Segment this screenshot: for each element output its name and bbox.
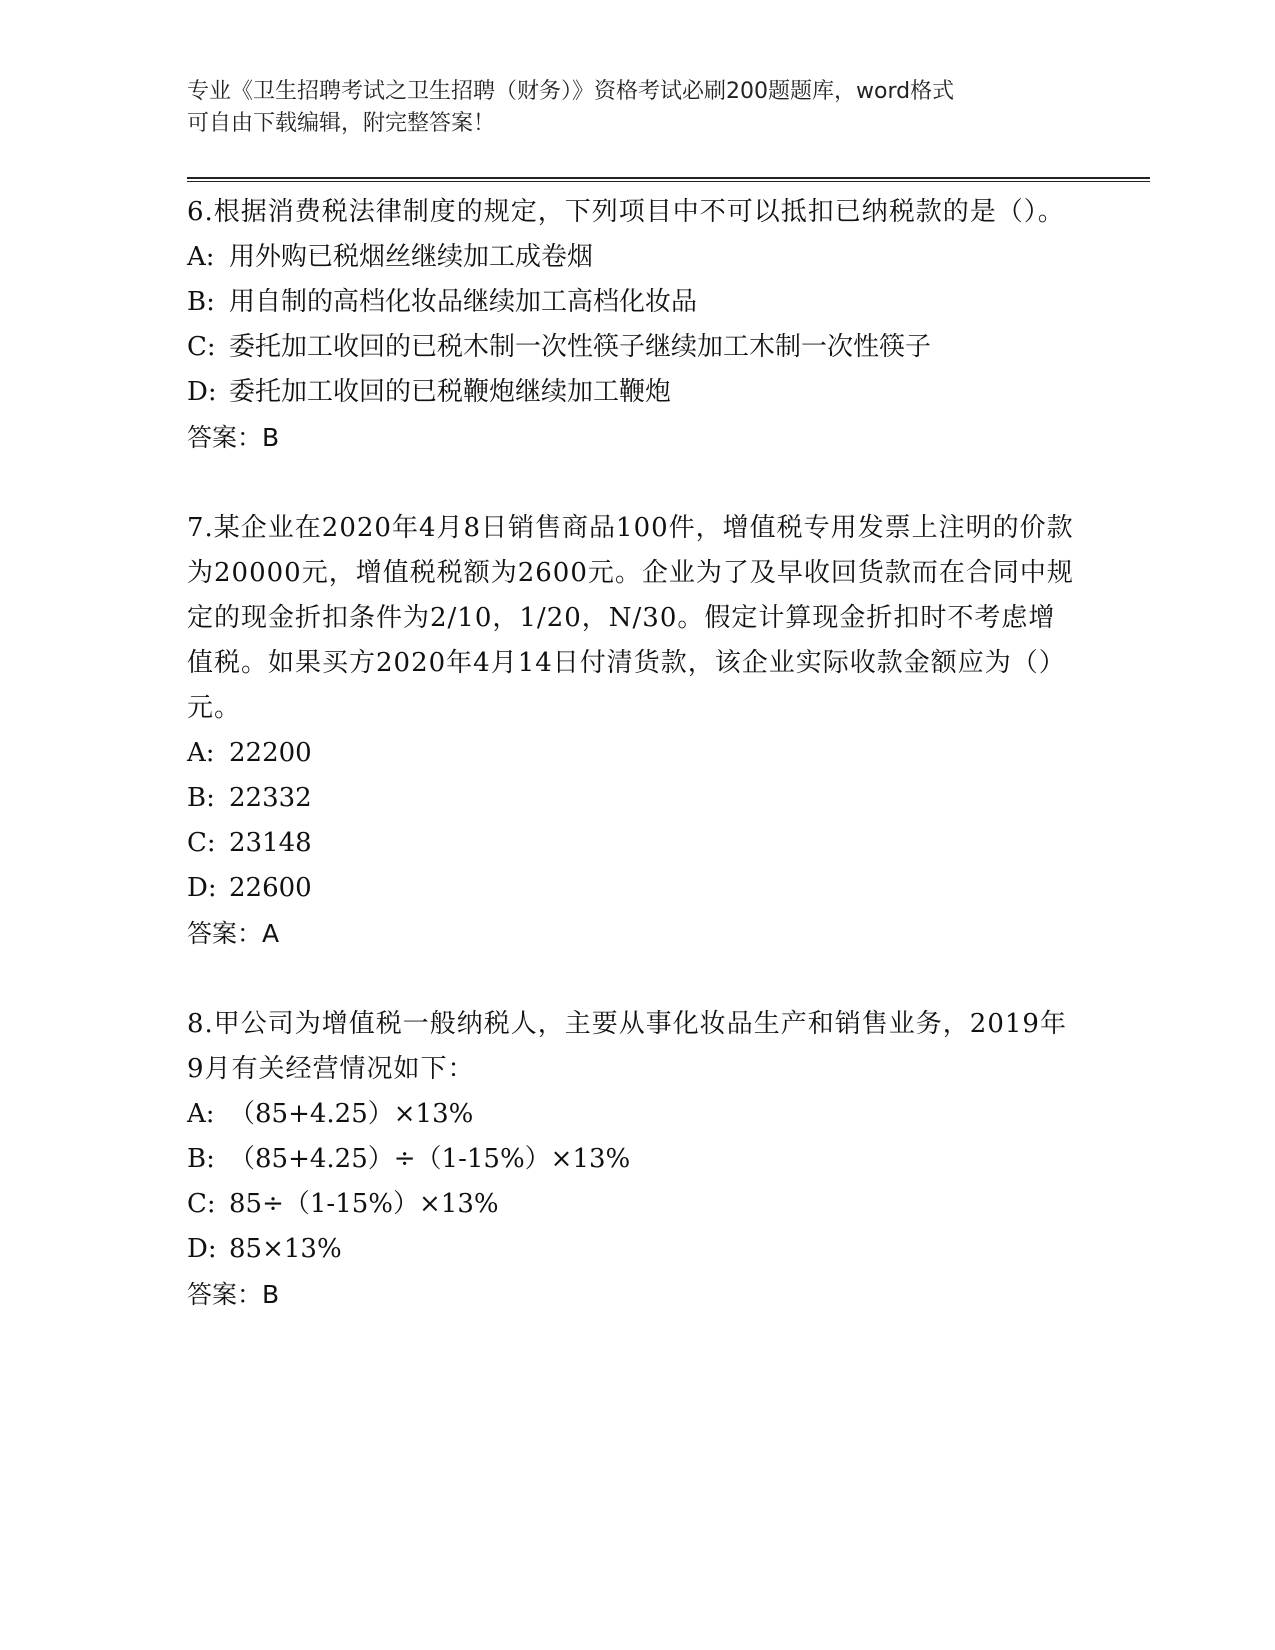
option-letter: C: bbox=[187, 828, 216, 858]
option-text: 委托加工收回的已税鞭炮继续加工鞭炮 bbox=[229, 377, 672, 407]
question-stem: 8.甲公司为增值税一般纳税人，主要从事化妆品生产和销售业务，2019年9月有关经营情况如下： bbox=[187, 1009, 1067, 1084]
option-a bbox=[187, 731, 1077, 776]
option-c bbox=[187, 325, 1077, 370]
question-7 bbox=[187, 506, 1077, 956]
question-stem: 7.某企业在2020年4月8日销售商品100件，增值税专用发票上注明的价款为20000元，增值税税额为2600元。企业为了及早收回货款而在合同中规定的现金折扣条件为2/10，1/20，N/30。假定计算现金折扣时不考虑增值税。如果买方2020年4月14日付清货款，该企业实际收款金额应为（）元。 bbox=[187, 513, 1074, 723]
option-letter: A: bbox=[187, 1099, 215, 1129]
header-divider-thick bbox=[187, 177, 1150, 179]
answer-line: 答案：B bbox=[187, 1280, 280, 1309]
option-d bbox=[187, 866, 1077, 911]
answer-line: 答案：B bbox=[187, 423, 280, 452]
option-text: 23148 bbox=[229, 828, 312, 858]
option-b bbox=[187, 280, 1077, 325]
document-header bbox=[187, 76, 1067, 140]
header-line-2: 可自由下载编辑，附完整答案！ bbox=[187, 111, 496, 136]
option-text: 22332 bbox=[229, 783, 312, 813]
option-text: 用外购已税烟丝继续加工成卷烟 bbox=[229, 242, 594, 272]
option-text: （85+4.25）×13% bbox=[229, 1099, 474, 1129]
header-divider-thin bbox=[187, 181, 1150, 182]
option-letter: D: bbox=[187, 873, 217, 903]
option-letter: C: bbox=[187, 332, 216, 362]
question-list bbox=[187, 190, 1077, 1363]
option-d bbox=[187, 1227, 1077, 1272]
option-b bbox=[187, 776, 1077, 821]
option-d bbox=[187, 370, 1077, 415]
option-text: 委托加工收回的已税木制一次性筷子继续加工木制一次性筷子 bbox=[229, 332, 932, 362]
option-a bbox=[187, 235, 1077, 280]
option-letter: B: bbox=[187, 287, 215, 317]
option-text: 85÷（1-15%）×13% bbox=[229, 1189, 499, 1219]
option-text: 22600 bbox=[229, 873, 312, 903]
option-text: 22200 bbox=[229, 738, 312, 768]
option-letter: A: bbox=[187, 738, 215, 768]
option-letter: D: bbox=[187, 377, 217, 407]
option-b bbox=[187, 1137, 1077, 1182]
option-letter: C: bbox=[187, 1189, 216, 1219]
option-text: 85×13% bbox=[229, 1234, 342, 1264]
answer-line: 答案：A bbox=[187, 919, 280, 948]
option-letter: A: bbox=[187, 242, 215, 272]
option-text: 用自制的高档化妆品继续加工高档化妆品 bbox=[229, 287, 698, 317]
option-letter: B: bbox=[187, 783, 215, 813]
option-a bbox=[187, 1092, 1077, 1137]
option-letter: B: bbox=[187, 1144, 215, 1174]
question-stem: 6.根据消费税法律制度的规定，下列项目中不可以抵扣已纳税款的是（）。 bbox=[187, 197, 1065, 227]
header-line-1: 专业《卫生招聘考试之卫生招聘（财务）》资格考试必刷200题题库，word格式 bbox=[187, 79, 955, 104]
option-c bbox=[187, 821, 1077, 866]
question-6 bbox=[187, 190, 1077, 460]
option-text: （85+4.25）÷（1-15%）×13% bbox=[229, 1144, 631, 1174]
question-8 bbox=[187, 1002, 1077, 1317]
option-letter: D: bbox=[187, 1234, 217, 1264]
option-c bbox=[187, 1182, 1077, 1227]
